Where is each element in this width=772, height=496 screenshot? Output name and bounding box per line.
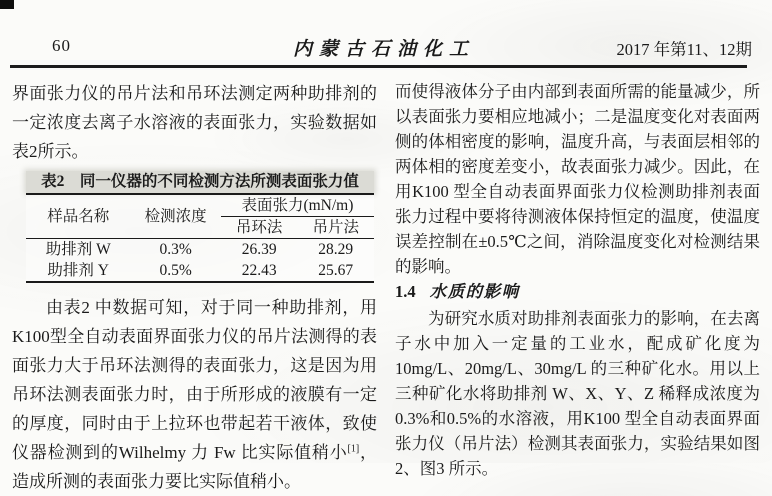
left-paragraph-2-tail: ，造成所测的表面张力要比实际值稍小。 — [12, 443, 377, 491]
header-surface-tension-group: 表面张力(mN/m) — [221, 194, 374, 217]
table-row — [26, 260, 374, 282]
citation-ref-1: [1] — [347, 443, 360, 455]
header-concentration: 检测浓度 — [144, 208, 207, 225]
table-header — [26, 194, 374, 239]
header-plate-method: 吊片法 — [312, 219, 359, 236]
row1-sample: 助排剂 W — [45, 241, 111, 258]
two-column-body — [12, 79, 760, 496]
header-divider — [10, 65, 747, 68]
right-paragraph-1: 而使得液体分子由内部到表面所需的能量减少，所以表面张力要相应地减小；二是温度变化对表面两侧的体相密度的影响，温度升高，与表面层相邻的两体相的密度差变小，故表面张力减少。因此，在用K100 型全自动表面界面张力仪检测助排剂表面张力过程中要将待测液体保持恒定的温度，使温度误差控制在±0.5℃之间，消除温度变化对检测结果的影响。 — [395, 82, 760, 276]
section-heading-1-4 — [395, 280, 760, 304]
left-column — [12, 79, 377, 496]
header-ring-method: 吊环法 — [235, 219, 283, 236]
page-header — [10, 34, 758, 58]
row2-ring-value: 22.43 — [241, 262, 277, 279]
row2-concentration: 0.5% — [159, 262, 192, 279]
page-number: 60 — [52, 36, 71, 55]
table-2 — [26, 171, 374, 283]
table-row — [26, 239, 374, 261]
left-paragraph-1: 界面张力仪的吊片法和吊环法测定两种助排剂的一定浓度去离子水溶液的表面张力，实验数据如表2所示。 — [12, 84, 377, 161]
row1-ring-value: 26.39 — [241, 241, 277, 258]
row1-concentration: 0.3% — [159, 241, 192, 258]
surface-tension-table — [26, 193, 374, 283]
issue-info: 2017 年第11、12期 — [616, 40, 752, 59]
right-paragraph-2: 为研究水质对助排剂表面张力的影响，在去离子水中加入一定量的工业水，配成矿化度为10mg/L、20mg/L、30mg/L 的三种矿化水。用以上三种矿化水将助排剂 W、X、Y、Z 稀释成浓度为0.3%和0.5%的水溶液，用K100 型全自动表面界面张力仪（吊片法）检测其表面张力，实验结果如图2、图3 所示。 — [395, 309, 760, 478]
section-number: 1.4 — [395, 282, 416, 301]
left-paragraph-2 — [12, 293, 377, 496]
row2-plate-value: 25.67 — [318, 262, 354, 279]
left-paragraph-2-text: 由表2 中数据可知，对于同一种助排剂，用K100型全自动表面界面张力仪的吊片法测得的表面张力大于吊环法测得的表面张力，这是因为用吊环法测表面张力时，由于所形成的液膜有一定的厚度，同时由于上拉环也带起若干液体，致使仪器检测到的Wilhelmy 力 Fw 比实际值稍小 — [12, 298, 377, 462]
header-sample: 样品名称 — [47, 208, 110, 225]
section-title: 水质的影响 — [429, 282, 520, 301]
journal-title: 内蒙古石油化工 — [292, 39, 476, 60]
right-column — [395, 79, 760, 496]
row2-sample: 助排剂 Y — [47, 262, 109, 279]
row1-plate-value: 28.29 — [318, 241, 354, 258]
scan-corner-artifact — [0, 0, 14, 9]
table-caption: 表2 同一仪器的不同检测方法所测表面张力值 — [26, 171, 374, 193]
